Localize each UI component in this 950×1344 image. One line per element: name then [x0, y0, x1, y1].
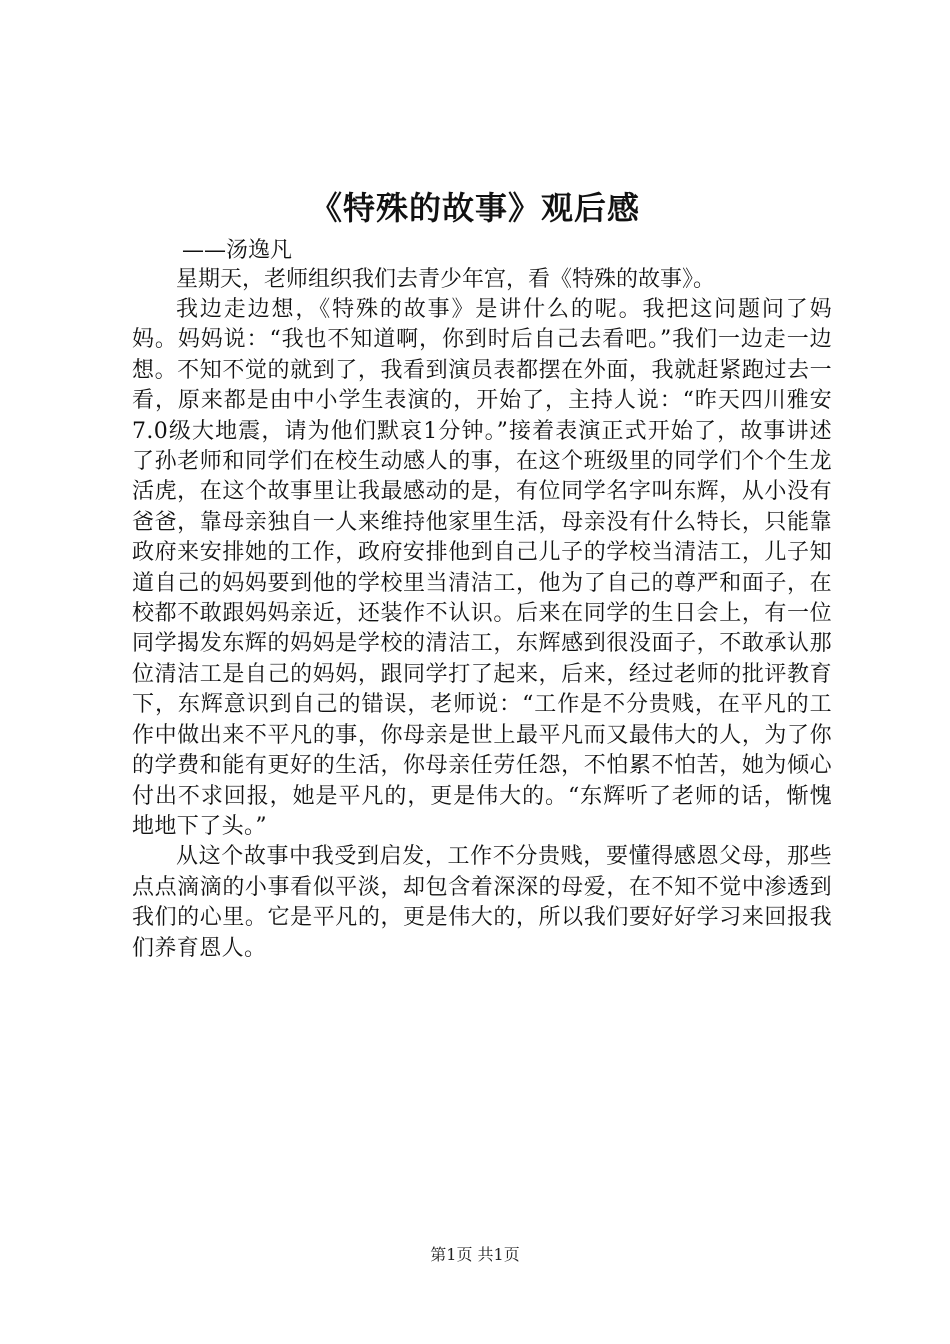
paragraph-3: 从这个故事中我受到启发，工作不分贵贱，要懂得感恩父母，那些点点滴滴的小事看似平淡，却包含着深深的母爱，在不知不觉中渗透到我们的心里。它是平凡的，更是伟大的，所以我们要好好学习来回报我们养育恩人。 [132, 844, 832, 961]
document-title: 《特殊的故事》观后感 [309, 189, 640, 227]
paragraph-1: 星期天，老师组织我们去青少年宫，看《特殊的故事》。 [176, 267, 716, 292]
page-footer: 第1页 共1页 [430, 1245, 520, 1264]
paragraph-2: 我边走边想，《特殊的故事》是讲什么的呢。我把这问题问了妈妈。妈妈说：“我也不知道啊，你到时后自己去看吧。”我们一边走一边想。不知不觉的就到了，我看到演员表都摆在外面，我就赶紧跑过去一看，原来都是由中小学生表演的，开始了，主持人说：“昨天四川雅安7.0级大地震，请为他们默哀1分钟。”接着表演正式开始了，故事讲述了孙老师和同学们在校生动感人的事，在这个班级里的同学们个个生龙活虎，在这个故事里让我最感动的是，有位同学名字叫东辉，从小没有爸爸，靠母亲独自一人来维持他家里生活，母亲没有什么特长，只能靠政府来安排她的工作，政府安排他到自己儿子的学校当清洁工，儿子知道自己的妈妈要到他的学校里当清洁工，他为了自己的尊严和面子，在校都不敢跟妈妈亲近，还装作不认识。后来在同学的生日会上，有一位同学揭发东辉的妈妈是学校的清洁工，东辉感到很没面子，不敢承认那位清洁工是自己的妈妈，跟同学打了起来，后来，经过老师的批评教育下，东辉意识到自己的错误，老师说：“工作是不分贵贱，在平凡的工作中做出来不平凡的事，你母亲是世上最平凡而又最伟大的人，为了你的学费和能有更好的生活，你母亲任劳任怨，不怕累不怕苦，她为倾心付出不求回报，她是平凡的，更是伟大的。“东辉听了老师的话，惭愧地地下了头。” [132, 297, 832, 839]
author-line: ——汤逸凡 [182, 238, 293, 263]
document-body [132, 237, 832, 964]
